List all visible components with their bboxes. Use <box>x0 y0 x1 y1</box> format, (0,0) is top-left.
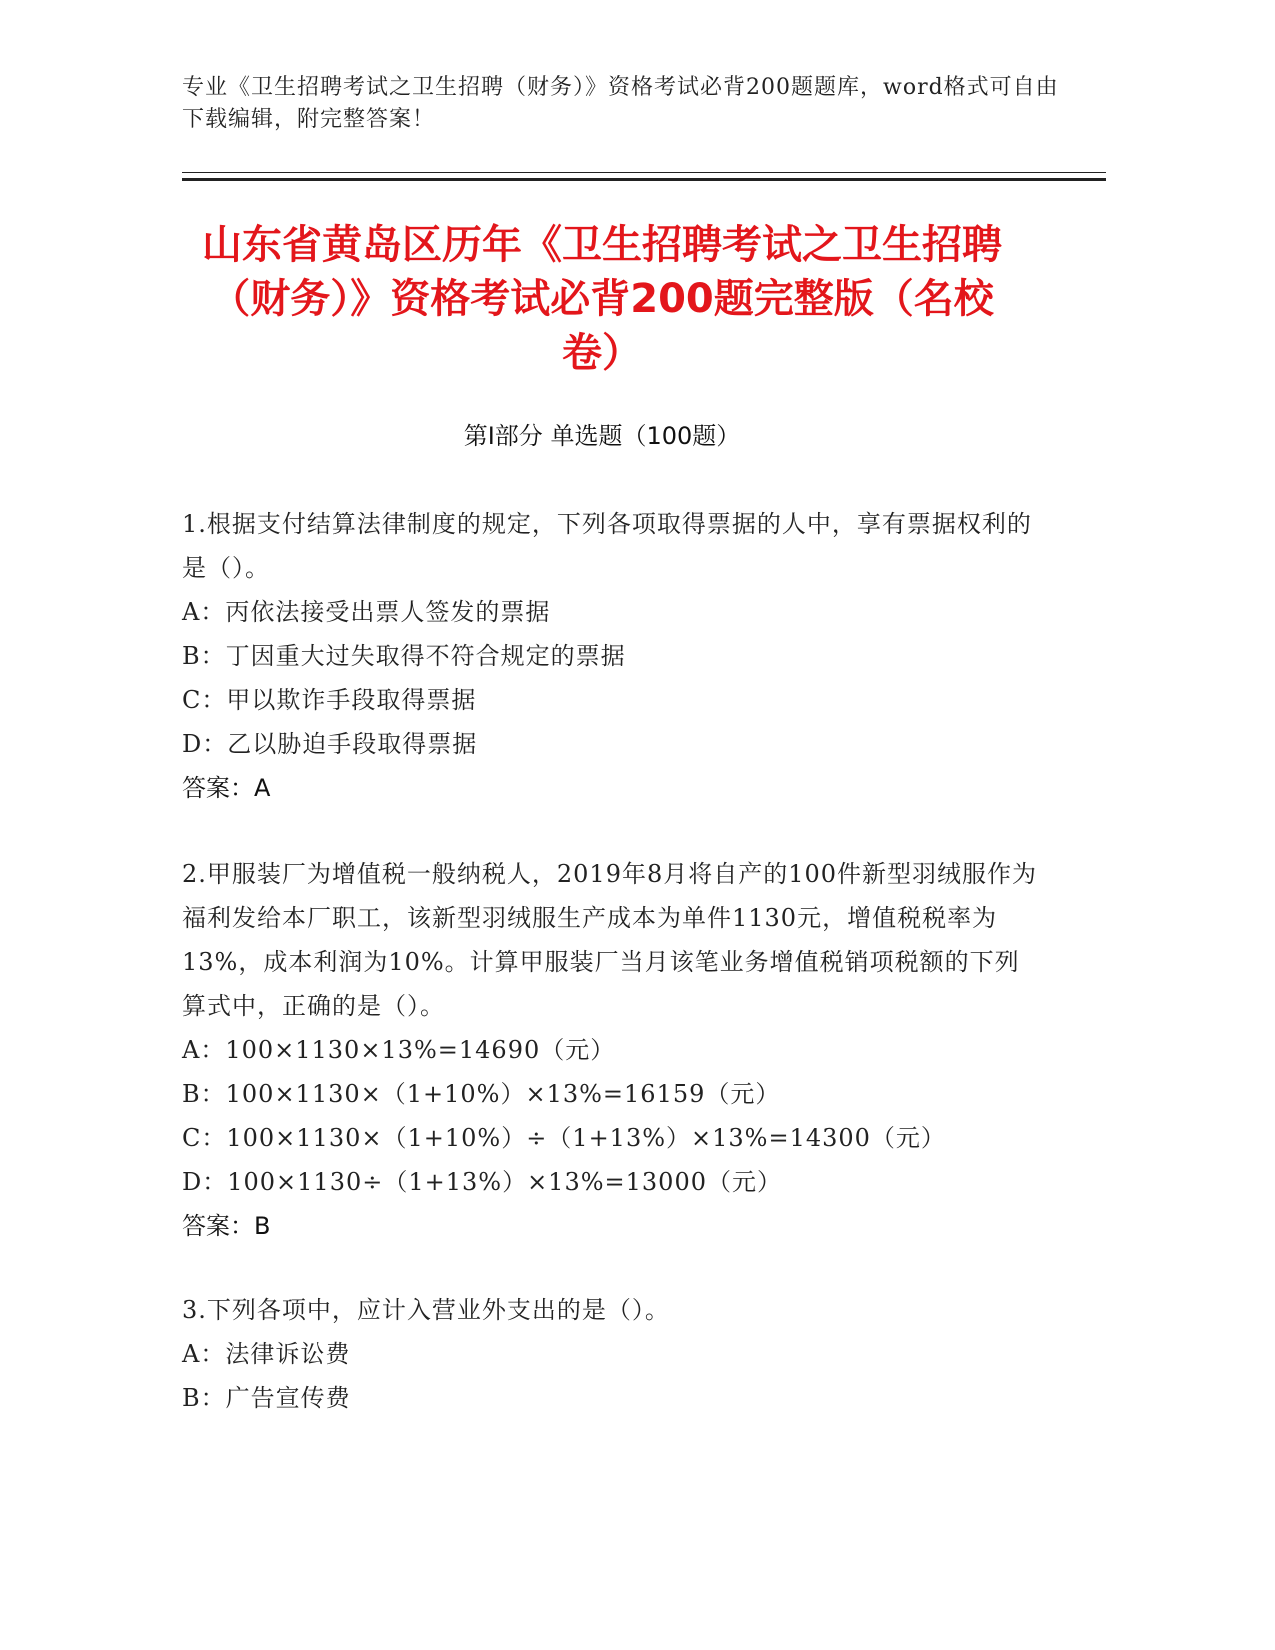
header-divider-thick <box>182 178 1106 181</box>
header-divider-thin <box>182 172 1106 173</box>
option-a: A：100×1130×13%=14690（元） <box>182 1036 616 1064</box>
option-a: A：法律诉讼费 <box>182 1340 351 1368</box>
answer-line: 答案：A <box>182 774 271 802</box>
question-2 <box>182 852 1042 1248</box>
option-a: A：丙依法接受出票人签发的票据 <box>182 598 551 626</box>
option-d: D：100×1130÷（1+13%）×13%=13000（元） <box>182 1168 782 1196</box>
option-c: C：100×1130×（1+10%）÷（1+13%）×13%=14300（元） <box>182 1124 946 1152</box>
question-stem: 1.根据支付结算法律制度的规定，下列各项取得票据的人中，享有票据权利的是（）。 <box>182 510 1032 582</box>
option-b: B：100×1130×（1+10%）×13%=16159（元） <box>182 1080 781 1108</box>
answer-line: 答案：B <box>182 1212 271 1240</box>
question-1 <box>182 502 1042 810</box>
option-b: B：广告宣传费 <box>182 1384 351 1412</box>
header-note: 专业《卫生招聘考试之卫生招聘（财务）》资格考试必背200题题库，word格式可自由下载编辑，附完整答案！ <box>182 75 1059 132</box>
section-title: 第Ⅰ部分 单选题（100题） <box>463 422 741 450</box>
option-c: C：甲以欺诈手段取得票据 <box>182 686 477 714</box>
question-stem: 3.下列各项中，应计入营业外支出的是（）。 <box>182 1296 670 1324</box>
document-title: 山东省黄岛区历年《卫生招聘考试之卫生招聘（财务）》资格考试必背200题完整版（名校卷） <box>202 222 1002 376</box>
option-d: D：乙以胁迫手段取得票据 <box>182 730 478 758</box>
option-b: B：丁因重大过失取得不符合规定的票据 <box>182 642 626 670</box>
question-3 <box>182 1288 1042 1420</box>
question-stem: 2.甲服装厂为增值税一般纳税人，2019年8月将自产的100件新型羽绒服作为福利发给本厂职工，该新型羽绒服生产成本为单件1130元，增值税税率为13%，成本利润为10%。计算甲服装厂当月该笔业务增值税销项税额的下列算式中，正确的是（）。 <box>182 860 1038 1020</box>
